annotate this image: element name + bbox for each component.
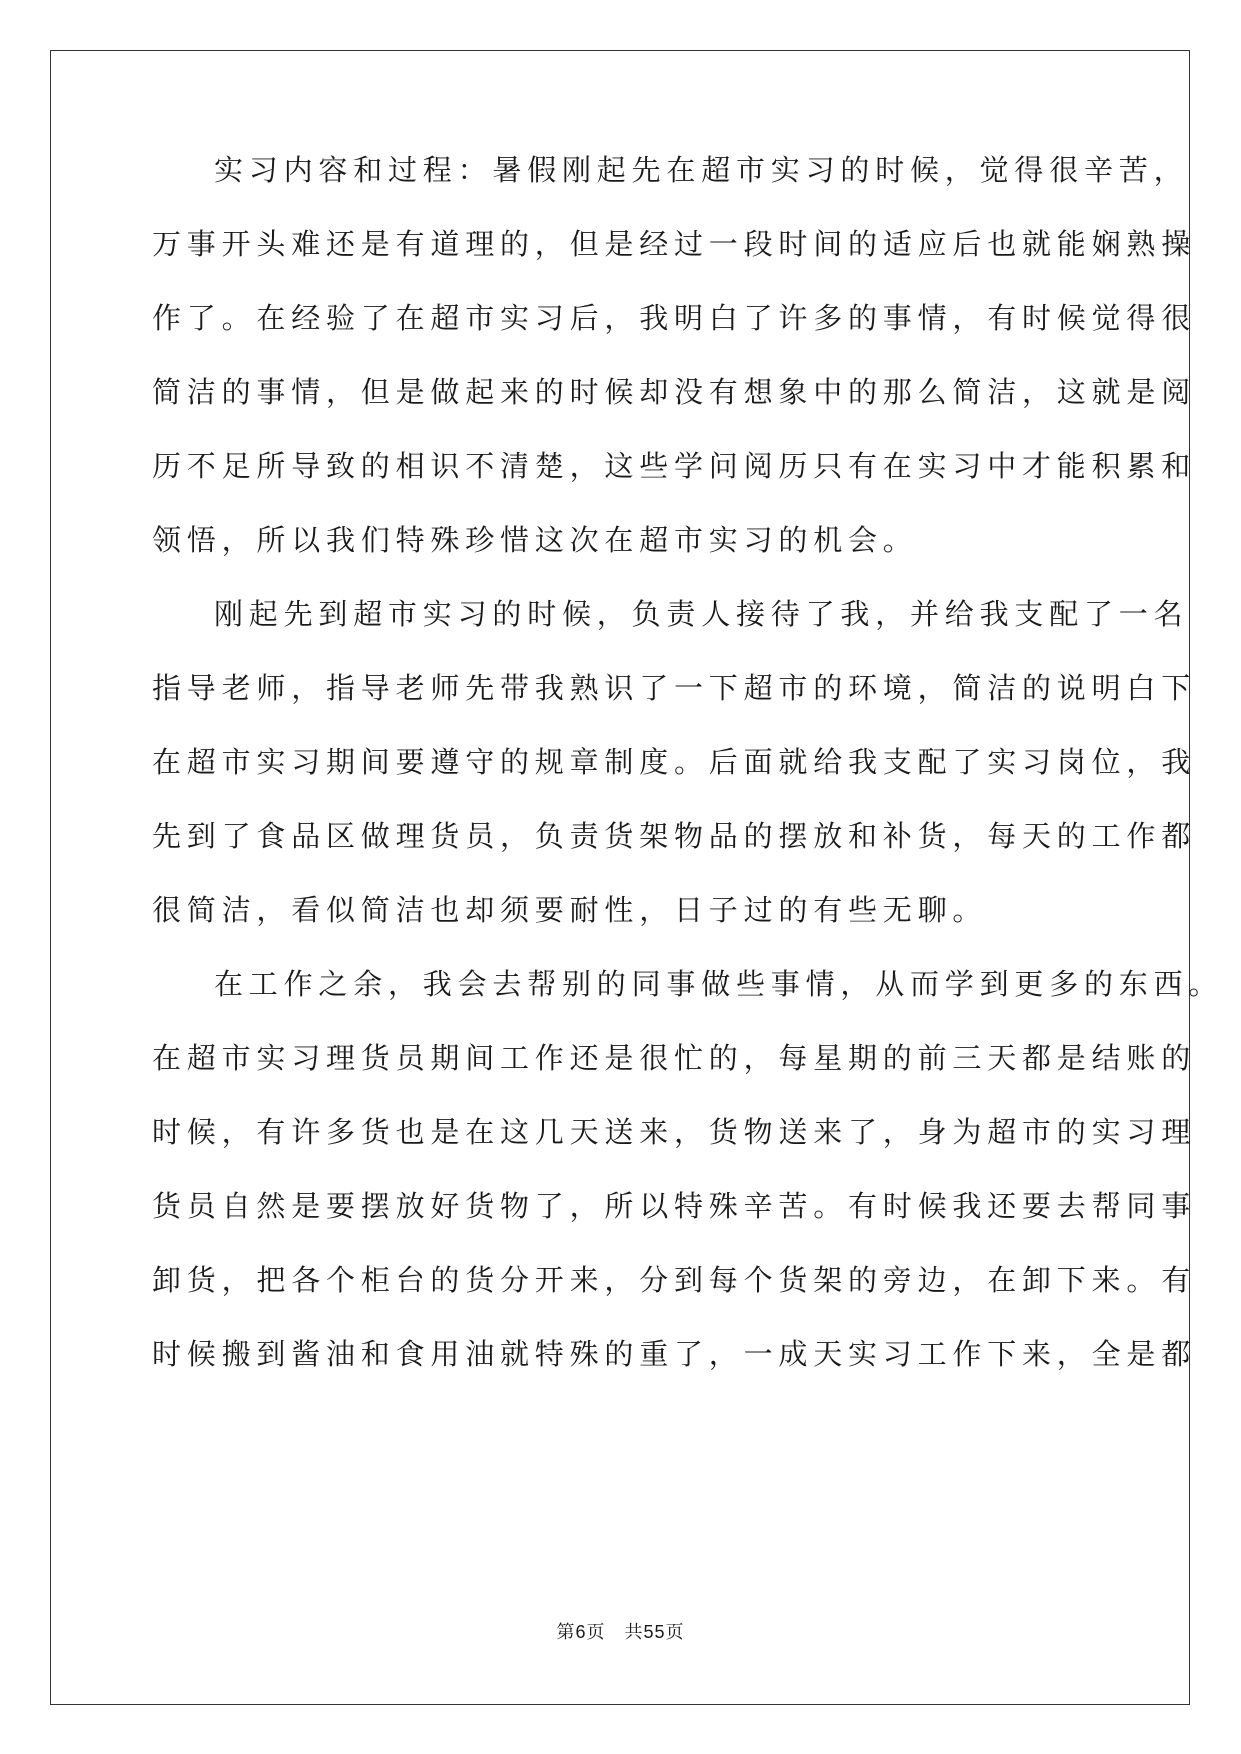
paragraph-2-line-1: 刚起先到超市实习的时候，负责人接待了我，并给我支配了一名 [214,597,1189,631]
paragraph-3-line-6: 时候搬到酱油和食用油就特殊的重了，一成天实习工作下来，全是都 [152,1337,1197,1371]
paragraph-3-line-2: 在超市实习理货员期间工作还是很忙的，每星期的前三天都是结账的 [152,1041,1197,1075]
paragraph-2-line-3: 在超市实习期间要遵守的规章制度。后面就给我支配了实习岗位，我 [152,745,1197,779]
paragraph-3-line-5: 卸货，把各个柜台的货分开来，分到每个货架的旁边，在卸下来。有 [152,1263,1197,1297]
footer-suffix: 页 [665,1622,685,1643]
paragraph-1-line-4: 简洁的事情，但是做起来的时候却没有想象中的那么简洁，这就是阅 [152,375,1197,409]
paragraph-2-line-4: 先到了食品区做理货员，负责货架物品的摆放和补货，每天的工作都 [152,819,1197,853]
paragraph-2-line-5: 很简洁，看似简洁也却须要耐性，日子过的有些无聊。 [152,893,988,927]
paragraph-1-line-6: 领悟，所以我们特殊珍惜这次在超市实习的机会。 [152,523,918,557]
current-page-number: 6 [575,1622,587,1642]
paragraph-3-line-1: 在工作之余，我会去帮别的同事做些事情，从而学到更多的东西。 [214,967,1224,1001]
page-footer [0,1618,1241,1644]
paragraph-3-line-3: 时候，有许多货也是在这几天送来，货物送来了，身为超市的实习理 [152,1115,1197,1149]
paragraph-3-line-4: 货员自然是要摆放好货物了，所以特殊辛苦。有时候我还要去帮同事 [152,1189,1197,1223]
paragraph-1-line-2: 万事开头难还是有道理的，但是经过一段时间的适应后也就能娴熟操 [152,227,1197,261]
paragraph-2-line-2: 指导老师，指导老师先带我熟识了一下超市的环境，简洁的说明白下 [152,671,1197,705]
total-page-count: 55 [643,1622,666,1642]
paragraph-1-line-5: 历不足所导致的相识不清楚，这些学问阅历只有在实习中才能积累和 [152,449,1197,483]
footer-mid: 页 共 [586,1622,644,1643]
footer-prefix: 第 [556,1622,576,1643]
paragraph-1-line-1: 实习内容和过程：暑假刚起先在超市实习的时候，觉得很辛苦， [214,153,1189,187]
paragraph-1-line-3: 作了。在经验了在超市实习后，我明白了许多的事情，有时候觉得很 [152,301,1197,335]
